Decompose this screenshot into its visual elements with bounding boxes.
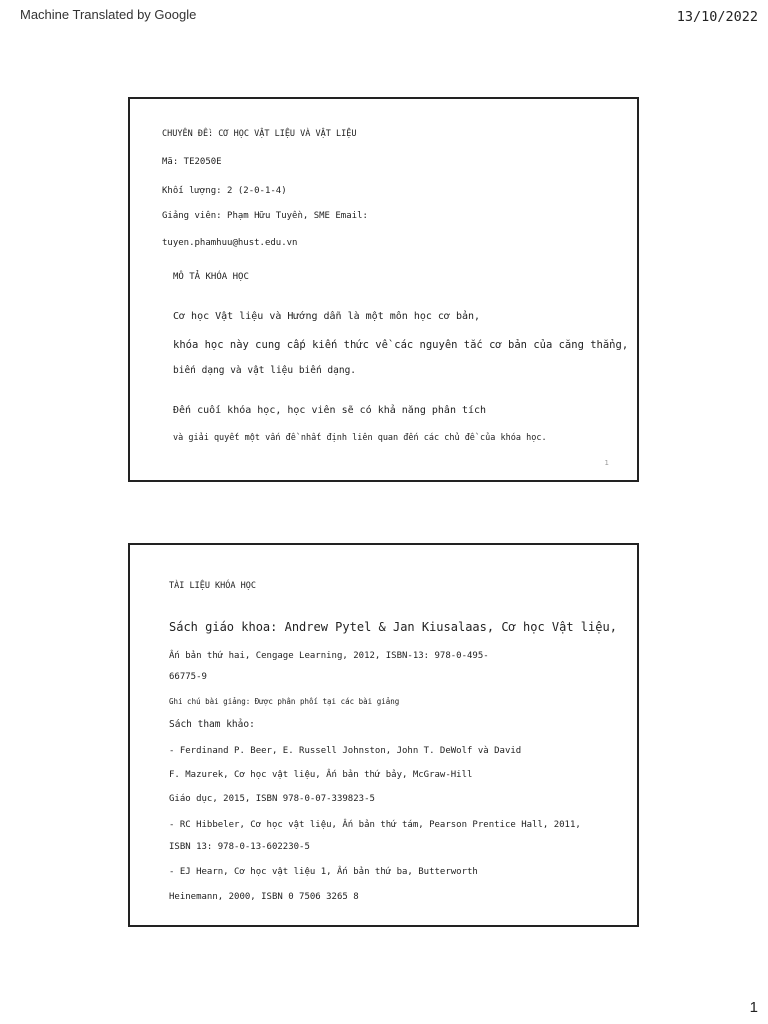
description-line: Cơ học Vật liệu và Hướng dẫn là một môn học cơ bản,	[173, 311, 481, 322]
slide-number: 1	[604, 459, 609, 467]
reference-line: Giáo dục, 2015, ISBN 978-0-07-339823-5	[169, 794, 375, 804]
page-number: 1	[749, 999, 758, 1016]
description-line: khóa học này cung cấp kiến thức về các nguyên tắc cơ bản của căng thẳng,	[173, 339, 629, 351]
references-title: Sách tham khảo:	[169, 719, 255, 730]
slide-2	[128, 543, 639, 927]
outcome-line: và giải quyết một vấn đề nhất định liên quan đến các chủ đề của khóa học.	[173, 433, 547, 443]
reference-line: F. Mazurek, Cơ học vật liệu, Ấn bản thứ bảy, McGraw-Hill	[169, 770, 473, 780]
reference-line: - Ferdinand P. Beer, E. Russell Johnston, John T. DeWolf và David	[169, 746, 522, 756]
textbook-line: 66775-9	[169, 672, 207, 682]
reference-line: ISBN 13: 978-0-13-602230-5	[169, 842, 310, 852]
header-date: 13/10/2022	[676, 9, 758, 25]
course-code: Mã: TE2050E	[162, 157, 222, 167]
reference-line: - RC Hibbeler, Cơ học vật liệu, Ấn bản thứ tám, Pearson Prentice Hall, 2011,	[169, 820, 581, 830]
section-title-description: MÔ TẢ KHÓA HỌC	[173, 272, 249, 282]
textbook-line: Sách giáo khoa: Andrew Pytel & Jan Kiusalaas, Cơ học Vật liệu,	[169, 620, 617, 634]
reference-line: Heinemann, 2000, ISBN 0 7506 3265 8	[169, 892, 359, 902]
translation-banner: Machine Translated by Google	[20, 7, 197, 22]
lecturer-email: tuyen.phamhuu@hust.edu.vn	[162, 238, 298, 248]
description-line: biến dạng và vật liệu biến dạng.	[173, 365, 357, 376]
course-topic: CHUYÊN ĐỀ: CƠ HỌC VẬT LIỆU VÀ VẬT LIỆU	[162, 129, 357, 139]
reference-line: - EJ Hearn, Cơ học vật liệu 1, Ấn bản thứ ba, Butterworth	[169, 867, 478, 877]
outcome-line: Đến cuối khóa học, học viên sẽ có khả năng phân tích	[173, 405, 487, 416]
slide-1	[128, 97, 639, 482]
textbook-line: Ấn bản thứ hai, Cengage Learning, 2012, ISBN-13: 978-0-495-	[169, 651, 489, 661]
section-title-materials: TÀI LIỆU KHÓA HỌC	[169, 581, 256, 591]
course-credits: Khối lượng: 2 (2-0-1-4)	[162, 186, 287, 196]
lecture-notes: Ghi chú bài giảng: Được phân phối tại các bài giảng	[169, 697, 400, 706]
course-lecturer: Giảng viên: Phạm Hữu Tuyền, SME Email:	[162, 211, 368, 221]
